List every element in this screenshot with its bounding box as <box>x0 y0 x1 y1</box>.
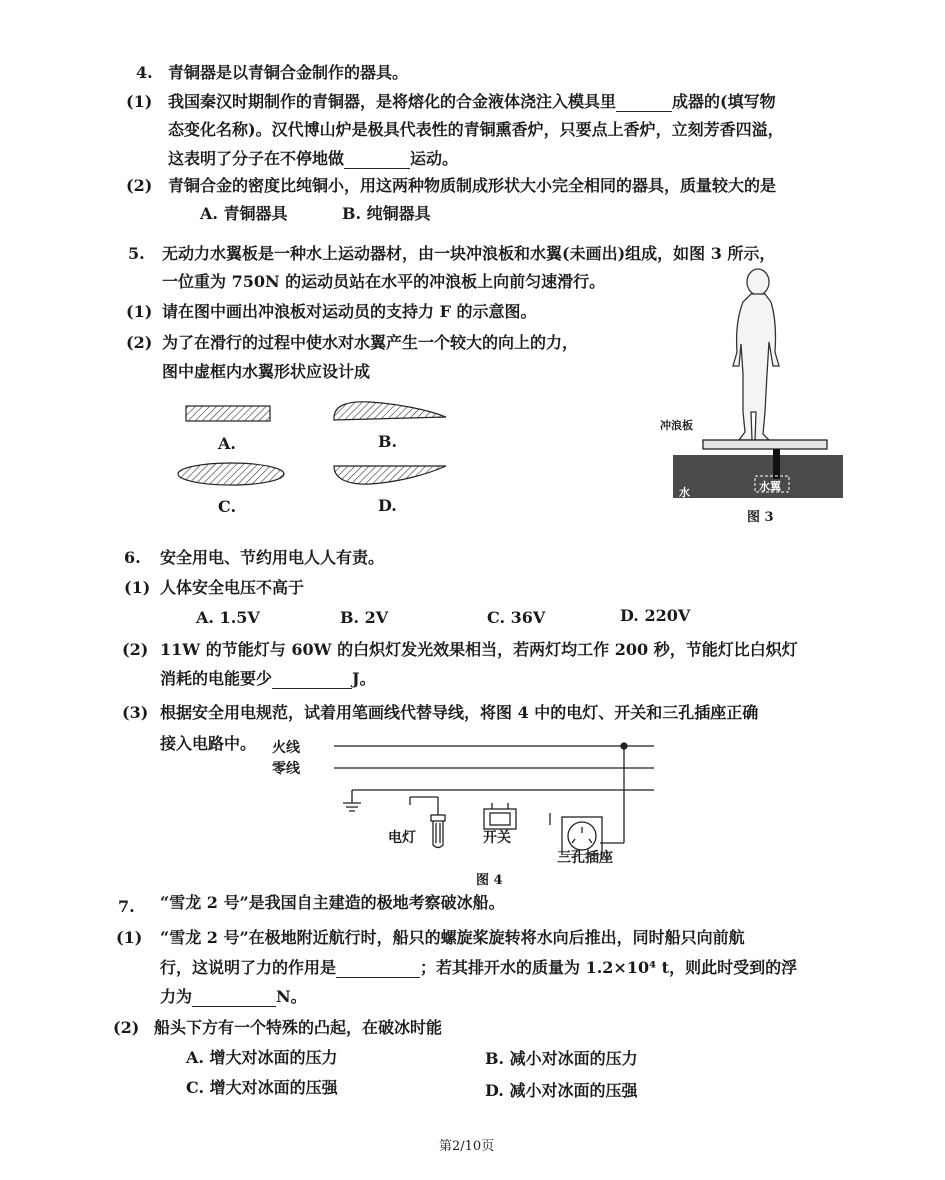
q7-part1-line3 <box>160 987 307 1007</box>
q4-part1-blank1[interactable] <box>616 95 672 112</box>
q6-part3-line1: 根据安全用电规范，试着用笔画线代替导线，将图 4 中的电灯、开关和三孔插座正确 <box>160 703 759 722</box>
q4-part1-line2: 态变化名称)。汉代博山炉是极具代表性的青铜熏香炉，只要点上香炉，立刻芳香四溢， <box>168 120 784 139</box>
q6-option-d[interactable]: D. 220V <box>620 606 691 625</box>
q6-option-b[interactable]: B. 2V <box>340 608 389 627</box>
page-number: 第2/10页 <box>439 1139 495 1154</box>
fig4-caption: 图 4 <box>476 873 503 888</box>
q6-part1-text: 人体安全电压不高于 <box>160 578 305 597</box>
q7-option-a[interactable]: A. 增大对冰面的压力 <box>186 1048 338 1067</box>
q6-part1-label: (1) <box>124 578 151 597</box>
q7-part1-text-d: N。 <box>276 987 307 1006</box>
shape-a-flat-plate[interactable] <box>186 406 270 421</box>
q4-part1-text-d: 运动。 <box>410 149 459 168</box>
fig3-water-label: 水 <box>679 486 690 499</box>
shape-b-label: B. <box>378 432 398 451</box>
fig4-socket-label: 三孔插座 <box>557 850 613 866</box>
q6-part2-label: (2) <box>122 640 149 659</box>
q6-option-a[interactable]: A. 1.5V <box>196 608 260 627</box>
fig4-switch-label: 开关 <box>483 830 511 846</box>
q7-part1-blank2[interactable] <box>192 990 276 1007</box>
q5-part1-text: 请在图中画出冲浪板对运动员的支持力 F 的示意图。 <box>162 302 537 321</box>
q4-part1-label: (1) <box>126 92 153 111</box>
q7-option-d[interactable]: D. 减小对冰面的压强 <box>485 1081 638 1100</box>
q4-part2-text: 青铜合金的密度比纯铜小，用这两种物质制成形状大小完全相同的器具，质量较大的是 <box>168 176 777 195</box>
q4-part1-text-c: 这表明了分子在不停地做 <box>168 149 345 168</box>
q7-stem: “雪龙 2 号”是我国自主建造的极地考察破冰船。 <box>160 893 505 912</box>
hydrofoil-options-figure <box>170 396 470 516</box>
q4-part1-text-b: 成器的(填写物 <box>672 92 776 111</box>
q5-part2-label: (2) <box>126 333 153 352</box>
hydrofoil-strut <box>773 449 780 479</box>
q7-part1-line1: “雪龙 2 号”在极地附近航行时，船只的螺旋桨旋转将水向后推出，同时船只向前航 <box>160 928 745 947</box>
fig3-foil-label: 水翼 <box>759 480 781 493</box>
q4-option-b[interactable]: B. 纯铜器具 <box>342 204 431 223</box>
q7-number: 7. <box>118 897 135 916</box>
q6-part2-text-b: J。 <box>352 669 376 688</box>
fig4-lamp-label: 电灯 <box>388 830 416 846</box>
figure3-athlete-diagram <box>655 262 845 502</box>
q4-option-a[interactable]: A. 青铜器具 <box>200 204 288 223</box>
q4-number: 4. <box>136 63 153 82</box>
shape-c-label: C. <box>218 497 237 516</box>
athlete-silhouette <box>733 269 779 440</box>
q7-option-c[interactable]: C. 增大对冰面的压强 <box>186 1078 338 1097</box>
shape-d-label: D. <box>378 496 397 515</box>
fig4-live-label: 火线 <box>272 740 300 756</box>
q5-part1-label: (1) <box>126 302 153 321</box>
q6-part3-line2: 接入电路中。 <box>160 734 257 753</box>
switch-icon[interactable] <box>484 803 516 829</box>
q6-option-c[interactable]: C. 36V <box>487 608 546 627</box>
q6-stem: 安全用电、节约用电人人有责。 <box>160 548 385 567</box>
q4-part1-line1 <box>168 92 776 112</box>
q6-part2-blank[interactable] <box>272 672 352 689</box>
q6-part2-line2 <box>160 669 376 689</box>
q4-part2-label: (2) <box>126 176 153 195</box>
fig3-caption: 图 3 <box>747 510 774 525</box>
q7-part1-text-b: ；若其排开水的质量为 1.2×10⁴ t，则此时受到的浮 <box>420 958 798 977</box>
q5-part2-line2: 图中虚框内水翼形状应设计成 <box>162 362 371 381</box>
q6-part2-line1: 11W 的节能灯与 60W 的白炽灯发光效果相当，若两灯均工作 200 秒，节能灯比白炽灯 <box>160 640 798 659</box>
q6-part2-text-a: 消耗的电能要少 <box>160 669 273 688</box>
shape-c-ellipse[interactable] <box>178 463 284 485</box>
fig3-board-label: 冲浪板 <box>660 419 693 432</box>
q7-part1-line2 <box>160 958 797 978</box>
q6-part3-label: (3) <box>122 703 149 722</box>
q5-number: 5. <box>128 244 145 263</box>
q7-part2-text: 船头下方有一个特殊的凸起，在破冰时能 <box>154 1018 443 1037</box>
q6-number: 6. <box>124 548 141 567</box>
q7-part1-text-c: 力为 <box>160 987 193 1006</box>
q4-stem: 青铜器是以青铜合金制作的器具。 <box>168 63 409 82</box>
q5-part2-line1: 为了在滑行的过程中使水对水翼产生一个较大的向上的力， <box>162 333 579 352</box>
shape-a-label: A. <box>218 434 236 453</box>
surfboard <box>703 440 827 449</box>
fig4-neutral-label: 零线 <box>272 761 300 777</box>
shape-b-airfoil-top-curved[interactable] <box>334 402 446 420</box>
q7-part2-label: (2) <box>113 1018 140 1037</box>
q5-stem-line1: 无动力水翼板是一种水上运动器材，由一块冲浪板和水翼(未画出)组成，如图 3 所示， <box>162 244 776 263</box>
q4-part1-text-a: 我国秦汉时期制作的青铜器，是将熔化的合金液体浇注入模具里 <box>168 92 617 111</box>
q4-part1-line3 <box>168 149 458 169</box>
q7-part1-blank1[interactable] <box>336 961 420 978</box>
q4-part1-blank2[interactable] <box>344 152 410 169</box>
q7-part1-text-a: 行，这说明了力的作用是 <box>160 958 337 977</box>
q7-part1-label: (1) <box>116 928 143 947</box>
q5-stem-line2: 一位重为 750N 的运动员站在水平的冲浪板上向前匀速滑行。 <box>162 272 606 291</box>
shape-d-airfoil-bottom-curved[interactable] <box>334 466 446 484</box>
q7-option-b[interactable]: B. 减小对冰面的压力 <box>485 1049 638 1068</box>
